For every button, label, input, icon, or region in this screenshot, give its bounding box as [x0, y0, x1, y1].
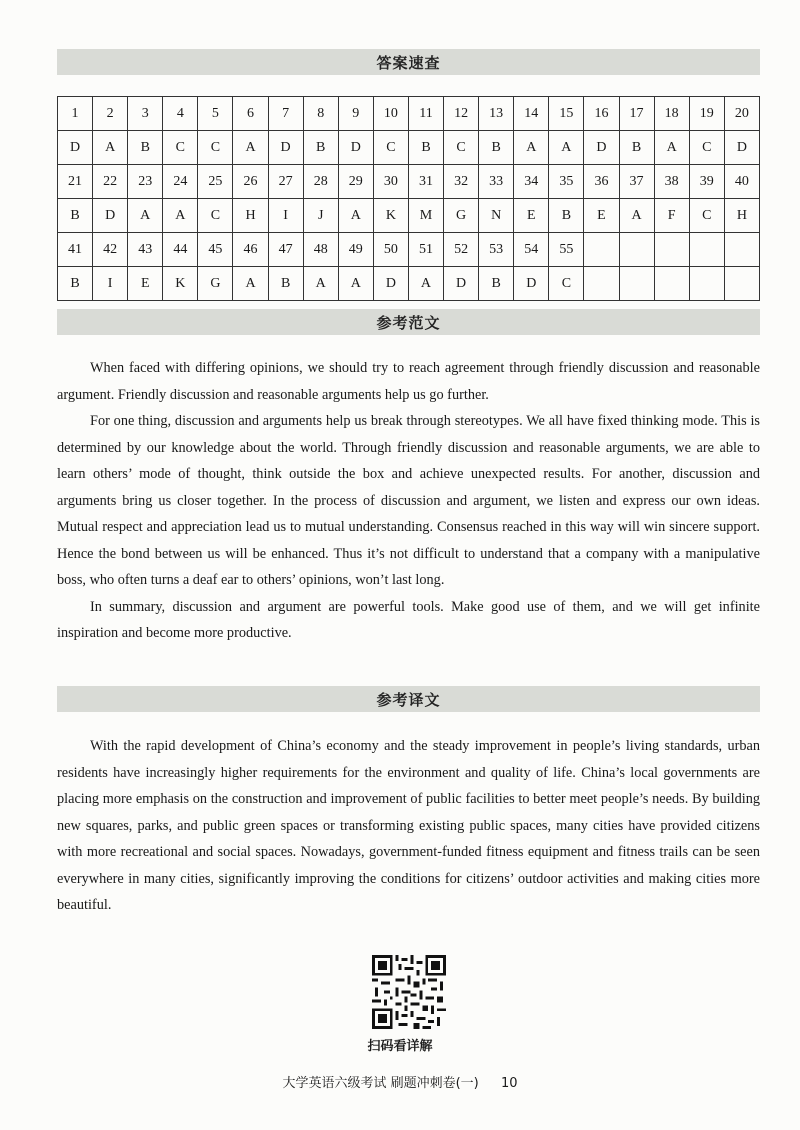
question-number-cell: 27 — [268, 165, 303, 199]
question-number-cell: 12 — [444, 97, 479, 131]
question-number-cell: 48 — [303, 233, 338, 267]
answer-cell: D — [514, 267, 549, 301]
answer-cell: K — [373, 199, 408, 233]
question-number-cell: 40 — [724, 165, 759, 199]
question-number-cell: 55 — [549, 233, 584, 267]
qr-caption: 扫码看详解 — [367, 1039, 433, 1054]
answer-cell: B — [549, 199, 584, 233]
answer-cell: C — [549, 267, 584, 301]
question-number-cell: 24 — [163, 165, 198, 199]
answer-cell — [724, 267, 759, 301]
question-number-cell: 26 — [233, 165, 268, 199]
answer-cell: C — [198, 199, 233, 233]
answer-cell: C — [198, 131, 233, 165]
question-number-cell: 46 — [233, 233, 268, 267]
question-number-cell: 34 — [514, 165, 549, 199]
answer-cell: B — [408, 131, 443, 165]
answer-cell: A — [619, 199, 654, 233]
question-number-cell: 13 — [479, 97, 514, 131]
answer-cell: B — [128, 131, 163, 165]
question-number-cell: 25 — [198, 165, 233, 199]
question-number-cell: 29 — [338, 165, 373, 199]
question-number-cell: 44 — [163, 233, 198, 267]
answer-cell: B — [303, 131, 338, 165]
question-number-cell: 19 — [689, 97, 724, 131]
essay-paragraph: For one thing, discussion and arguments help us break through stereotypes. We all have fixed thinking mode. This is determined by our knowledge about the world. Through friendly discussion and reasonable arguments, we are able to learn others’ mode of thought, think outside the box and achieve unexpected results. For another, discussion and arguments bring us closer together. In the process of discussion and argument, we listen and express our own ideas. Mutual respect and appreciation lead us to mutual understanding. Consensus reached in this way will win sincere support. Hence the bond between us will be enhanced. Thus it’s not difficult to understand that a company with a manipulative boss, who often turns a deaf ear to others’ opinions, won’t last long. — [57, 413, 760, 588]
question-number-row — [58, 233, 760, 267]
question-number-cell: 14 — [514, 97, 549, 131]
question-number-cell: 41 — [58, 233, 93, 267]
answer-cell: A — [233, 267, 268, 301]
answer-cell: D — [373, 267, 408, 301]
answer-cell: D — [58, 131, 93, 165]
question-number-row — [58, 97, 760, 131]
question-number-cell: 39 — [689, 165, 724, 199]
answer-cell: A — [338, 267, 373, 301]
translation-section-title: 参考译文 — [376, 690, 441, 709]
question-number-cell: 28 — [303, 165, 338, 199]
question-number-cell: 4 — [163, 97, 198, 131]
question-number-cell: 50 — [373, 233, 408, 267]
translation-paragraph: With the rapid development of China’s economy and the steady improvement in people’s living standards, urban residents have increasingly higher requirements for the environment and quality of life. China’s local governments are placing more emphasis on the construction and improvement of public facilities to better meet people’s needs. By building new squares, parks, and public green spaces or transforming existing public spaces, many cities have provided citizens with more recreational and social spaces. Nowadays, government-funded fitness equipment and fitness trails can be seen everywhere in many cities, significantly improving the conditions for citizens’ outdoor activities and making cities more beautiful. — [57, 738, 760, 913]
answers-section-title: 答案速查 — [376, 53, 441, 72]
essay-section-header — [57, 309, 760, 335]
question-number-cell: 22 — [93, 165, 128, 199]
answer-cell: H — [724, 199, 759, 233]
question-number-cell: 18 — [654, 97, 689, 131]
question-number-cell — [619, 233, 654, 267]
question-number-cell: 5 — [198, 97, 233, 131]
answer-cell: I — [93, 267, 128, 301]
question-number-cell: 15 — [549, 97, 584, 131]
answer-cell: D — [93, 199, 128, 233]
answer-cell: B — [479, 131, 514, 165]
answer-cell: B — [619, 131, 654, 165]
answer-row — [58, 199, 760, 233]
answer-cell: A — [514, 131, 549, 165]
answer-cell: B — [58, 267, 93, 301]
answer-cell: A — [654, 131, 689, 165]
answer-table — [57, 96, 760, 301]
question-number-cell: 53 — [479, 233, 514, 267]
question-number-cell: 47 — [268, 233, 303, 267]
answer-cell: C — [444, 131, 479, 165]
answer-cell: A — [338, 199, 373, 233]
question-number-cell: 9 — [338, 97, 373, 131]
question-number-cell: 7 — [268, 97, 303, 131]
question-number-cell: 1 — [58, 97, 93, 131]
answer-cell: H — [233, 199, 268, 233]
question-number-cell — [724, 233, 759, 267]
question-number-cell: 6 — [233, 97, 268, 131]
essay-section-title: 参考范文 — [376, 313, 441, 332]
answer-cell — [584, 267, 619, 301]
answer-cell: D — [444, 267, 479, 301]
answer-row — [58, 267, 760, 301]
answer-cell: A — [233, 131, 268, 165]
question-number-cell: 30 — [373, 165, 408, 199]
question-number-cell: 54 — [514, 233, 549, 267]
answer-cell: C — [689, 199, 724, 233]
answer-cell: A — [93, 131, 128, 165]
answer-cell: E — [128, 267, 163, 301]
question-number-cell: 8 — [303, 97, 338, 131]
question-number-cell: 32 — [444, 165, 479, 199]
question-number-cell — [689, 233, 724, 267]
essay-body — [57, 355, 760, 647]
question-number-cell: 17 — [619, 97, 654, 131]
answer-cell: C — [373, 131, 408, 165]
page-footer — [0, 1072, 800, 1091]
answer-cell: N — [479, 199, 514, 233]
question-number-cell: 52 — [444, 233, 479, 267]
question-number-cell: 21 — [58, 165, 93, 199]
qr-code-icon — [372, 955, 446, 1029]
answer-cell — [619, 267, 654, 301]
answer-row — [58, 131, 760, 165]
answer-cell: D — [584, 131, 619, 165]
answer-cell: A — [303, 267, 338, 301]
question-number-cell: 45 — [198, 233, 233, 267]
answer-cell: I — [268, 199, 303, 233]
answer-cell: J — [303, 199, 338, 233]
answer-cell: M — [408, 199, 443, 233]
translation-body — [57, 733, 760, 919]
answer-cell: G — [444, 199, 479, 233]
essay-paragraph: In summary, discussion and argument are powerful tools. Make good use of them, and we will get infinite inspiration and become more productive. — [57, 598, 760, 641]
answer-cell: A — [549, 131, 584, 165]
question-number-cell: 51 — [408, 233, 443, 267]
answer-cell — [689, 267, 724, 301]
question-number-cell: 23 — [128, 165, 163, 199]
question-number-cell: 2 — [93, 97, 128, 131]
question-number-cell — [654, 233, 689, 267]
question-number-cell: 36 — [584, 165, 619, 199]
answer-cell: D — [724, 131, 759, 165]
question-number-cell: 3 — [128, 97, 163, 131]
question-number-cell — [584, 233, 619, 267]
question-number-cell: 20 — [724, 97, 759, 131]
answer-cell: C — [689, 131, 724, 165]
answers-section-header — [57, 49, 760, 75]
question-number-cell: 33 — [479, 165, 514, 199]
question-number-cell: 35 — [549, 165, 584, 199]
answer-cell: A — [408, 267, 443, 301]
question-number-cell: 42 — [93, 233, 128, 267]
answer-cell: A — [163, 199, 198, 233]
footer-title: 大学英语六级考试 刷题冲刺卷(一) — [282, 1076, 479, 1091]
question-number-cell: 49 — [338, 233, 373, 267]
translation-section-header — [57, 686, 760, 712]
question-number-cell: 31 — [408, 165, 443, 199]
answer-cell: B — [268, 267, 303, 301]
page-number: 10 — [501, 1076, 518, 1091]
answer-cell: B — [58, 199, 93, 233]
question-number-row — [58, 165, 760, 199]
answer-cell: D — [338, 131, 373, 165]
question-number-cell: 11 — [408, 97, 443, 131]
answer-cell: G — [198, 267, 233, 301]
answer-cell: E — [584, 199, 619, 233]
question-number-cell: 16 — [584, 97, 619, 131]
question-number-cell: 43 — [128, 233, 163, 267]
question-number-cell: 37 — [619, 165, 654, 199]
question-number-cell: 38 — [654, 165, 689, 199]
answer-cell: D — [268, 131, 303, 165]
answer-cell — [654, 267, 689, 301]
answer-cell: C — [163, 131, 198, 165]
answer-cell: F — [654, 199, 689, 233]
question-number-cell: 10 — [373, 97, 408, 131]
answer-cell: B — [479, 267, 514, 301]
answer-cell: E — [514, 199, 549, 233]
answer-cell: K — [163, 267, 198, 301]
answer-cell: A — [128, 199, 163, 233]
essay-paragraph: When faced with differing opinions, we should try to reach agreement through friendly discussion and reasonable argument. Friendly discussion and reasonable arguments help us go further. — [57, 360, 760, 403]
